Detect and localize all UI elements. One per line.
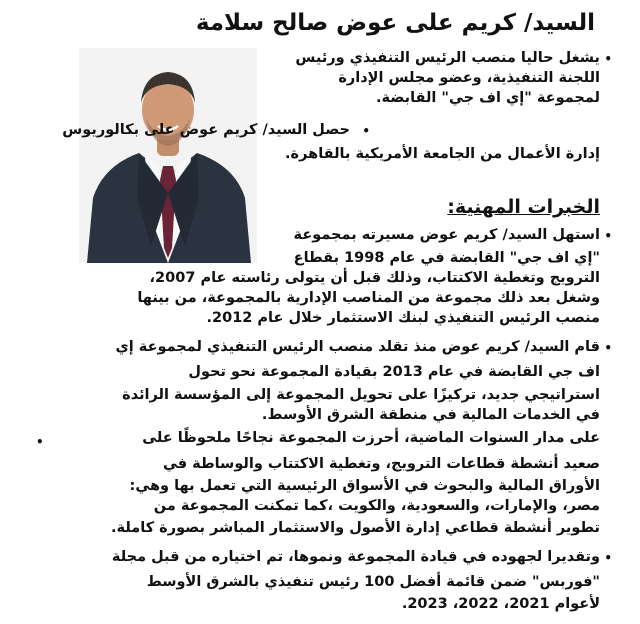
experience-line: الأوراق المالية والبحوث في الأسواق الرئيسية التي تعمل بها وهي: [129, 478, 600, 494]
experience-line: اف جي القابضة في عام 2013 بقيادة المجموعة نحو تحول [188, 364, 600, 380]
experience-line: صعيد أنشطة قطاعات الترويج، وتغطية الاكتتاب والوساطة في [162, 456, 600, 472]
experience-line: "فوربس" ضمن قائمة أفضل 100 رئيس تنفيذي بالشرق الأوسط [146, 574, 600, 590]
bullet-icon: • [36, 435, 44, 449]
experience-line: وتقديرا لجهوده في قيادة المجموعة ونموها، تم اختياره من قبل مجلة [111, 549, 600, 565]
experience-line: "إي اف جي" القابضة في عام 1998 بقطاع [293, 250, 600, 266]
bio-line: اللجنة التنفيذية، وعضو مجلس الإدارة [338, 70, 600, 86]
experience-line: استراتيجي جديد، تركيزًا على تحويل المجموعة إلى المؤسسة الرائدة [122, 387, 600, 403]
page-title: السيد/ كريم على عوض صالح سلامة [195, 10, 595, 36]
bullet-icon: • [604, 52, 612, 66]
portrait-illustration [79, 48, 257, 263]
experience-line: تطوير أنشطة قطاعي إدارة الأصول والاستثمار المباشر بصورة كاملة. [111, 520, 600, 536]
bio-line: إدارة الأعمال من الجامعة الأمريكية بالقاهرة. [285, 146, 600, 162]
bio-line: يشغل حاليا منصب الرئيس التنفيذي ورئيس [295, 50, 600, 66]
experience-line: منصب الرئيس التنفيذي لبنك الاستثمار خلال عام 2012. [206, 310, 600, 326]
portrait-photo [79, 48, 257, 263]
bullet-icon: • [604, 229, 612, 243]
experience-line: وشغل بعد ذلك مجموعة من المناصب الإدارية بالمجموعة، من بينها [137, 290, 600, 306]
bio-line: لمجموعة "إي اف جي" القابضة. [376, 90, 600, 106]
experience-line: على مدار السنوات الماضية، أحرزت المجموعة نجاحًا ملحوظًا على [142, 430, 600, 446]
experience-line: الترويج وتغطية الاكتتاب، وذلك قبل أن يتولى رئاسته عام 2007، [149, 270, 600, 286]
experience-line: قام السيد/ كريم عوض منذ تقلد منصب الرئيس التنفيذي لمجموعة إي [115, 339, 600, 355]
bullet-icon: • [362, 124, 370, 138]
bullet-icon: • [604, 551, 612, 565]
experience-line: مصر، والإمارات، والسعودية، والكويت ،كما تمكنت المجموعة من [153, 498, 600, 514]
experience-line: لأعوام 2021، 2022، 2023. [401, 596, 600, 612]
experience-line: استهل السيد/ كريم عوض مسيرته بمجموعة [293, 227, 600, 243]
experience-line: في الخدمات المالية في منطقة الشرق الأوسط. [261, 407, 600, 423]
bullet-icon: • [604, 341, 612, 355]
section-heading-experience: الخبرات المهنية: [447, 196, 600, 218]
bio-line: حصل السيد/ كريم عوض على بكالوريوس [62, 122, 350, 138]
